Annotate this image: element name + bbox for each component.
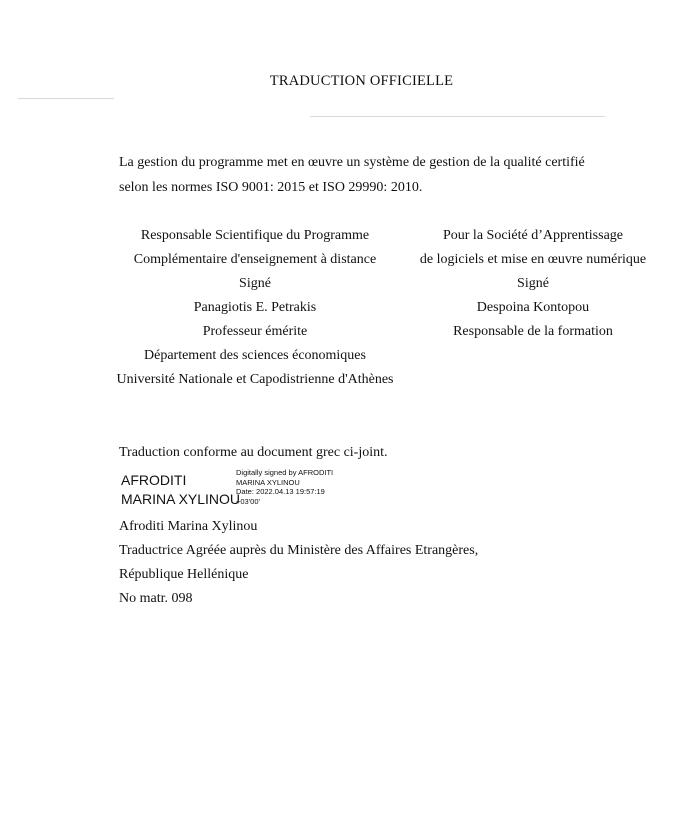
translator-country: République Hellénique (119, 567, 249, 582)
intro-line-1: La gestion du programme met en œuvre un système de gestion de la qualité certifié (119, 155, 585, 170)
intro-paragraph (119, 150, 619, 200)
page-title: TRADUCTION OFFICIELLE (269, 73, 454, 89)
translator-name: Afroditi Marina Xylinou (119, 519, 258, 534)
right-signatory-line: Despoina Kontopou (476, 300, 590, 315)
right-signatory-line: Signé (517, 276, 549, 291)
digital-signature (119, 467, 379, 513)
scan-artifact-line-right (310, 116, 605, 117)
translator-registration: No matr. 098 (119, 591, 193, 606)
certification-statement: Traduction conforme au document grec ci-joint. (119, 445, 388, 460)
left-signatory-line: Université Nationale et Capodistrienne d'Athènes (116, 372, 394, 387)
signature-detail-line-1: Digitally signed by AFRODITI (236, 468, 334, 477)
left-signatory-line: Professeur émérite (202, 324, 308, 339)
translator-block (119, 515, 478, 611)
signature-timezone: +03'00' (236, 496, 260, 506)
right-signatory-line: Pour la Société d’Apprentissage (442, 228, 623, 243)
right-signatory-line: Responsable de la formation (453, 324, 613, 339)
right-signatory-line: de logiciels et mise en œuvre numérique (419, 252, 647, 267)
left-signatory-line: Complémentaire d'enseignement à distance (133, 252, 377, 267)
signature-name-line-1: AFRODITI (121, 472, 187, 488)
digital-signature-name (121, 471, 240, 509)
signature-detail-line-2: MARINA XYLINOU (236, 477, 300, 487)
left-signatory-line: Panagiotis E. Petrakis (193, 300, 317, 315)
translator-role: Traductrice Agréée auprès du Ministère des Affaires Etrangères, (119, 543, 479, 558)
scan-artifact-line-left (18, 98, 114, 99)
left-signatory-line: Responsable Scientifique du Programme (140, 228, 370, 243)
intro-line-2: selon les normes ISO 9001: 2015 et ISO 29990: 2010. (119, 180, 423, 195)
right-signatory-block (410, 224, 656, 344)
left-signatory-line: Département des sciences économiques (144, 348, 366, 363)
signature-date (236, 487, 333, 497)
signature-name-line-2: MARINA XYLINOU (121, 491, 241, 507)
left-signatory-block (105, 224, 405, 392)
signature-date-value: 2022.04.13 19:57:19 (256, 487, 325, 497)
left-signatory-line: Signé (239, 276, 271, 291)
digital-signature-details (236, 468, 333, 506)
signature-date-label: Date: (236, 487, 254, 497)
